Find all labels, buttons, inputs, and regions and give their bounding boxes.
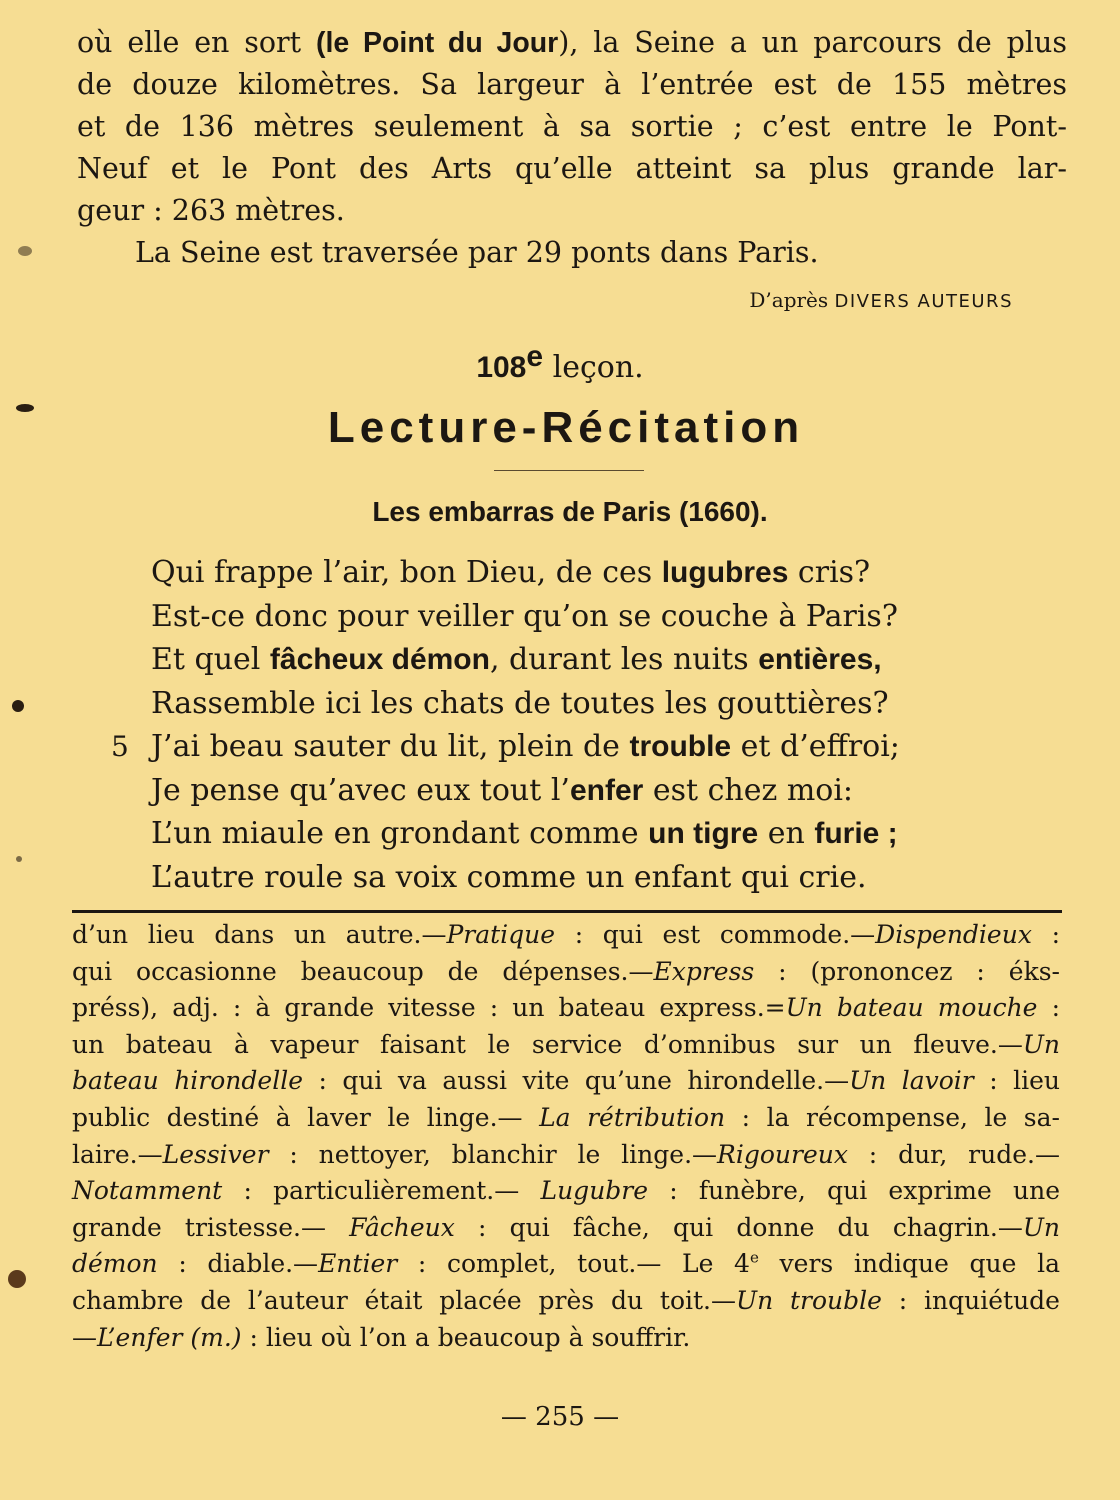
bold-term: fâcheux démon [269,643,490,676]
intro-line [77,148,1067,190]
text-run: : dur, rude.— [847,1139,1060,1169]
poem-line [151,812,900,856]
lesson-heading [0,340,1120,385]
ponts-sentence: La Seine est traversée par 29 ponts dans Paris. [135,236,819,269]
note-line [72,1137,1060,1174]
text-run: — [72,1322,97,1352]
page-number: — 255 — [500,1402,620,1432]
poem-line [151,551,900,595]
bold-term: (le Point du Jour [316,27,559,59]
margin-mark [18,246,32,256]
note-line [72,1246,1060,1283]
italic-term: L’enfer (m.) [97,1322,242,1352]
intro-line [77,106,1067,148]
note-line [72,954,1060,991]
vocabulary-notes [72,917,1060,1356]
italic-term: Rigoureux [717,1139,848,1169]
text-run: et d’effroi; [731,729,900,764]
bold-term: furie ; [814,817,898,850]
text-run: Et quel [151,642,270,677]
note-line [72,1283,1060,1320]
lesson-word: leçon. [552,350,644,385]
text-run: : [1037,993,1060,1023]
text-run: préss), adj. : à grande vitesse : un bateau express.= [72,993,786,1023]
text-run: en [758,816,815,851]
poem [111,551,900,899]
bold-term: trouble [629,730,732,763]
text-run: : funèbre, qui exprime une [648,1176,1060,1206]
italic-term: Notamment [72,1176,223,1206]
lesson-number-sup: e [526,340,544,373]
text-run: laire.— [72,1139,163,1169]
attribution-prefix: D’après [749,288,829,312]
text-run: : diable.— [157,1249,319,1279]
italic-term: Entier [318,1249,398,1279]
text-run: : lieu où l’on a beaucoup à souffrir. [241,1322,691,1352]
title-divider [494,470,644,471]
text-run: est chez moi: [643,772,854,808]
attribution [749,288,1013,312]
bold-term: entières, [758,643,882,676]
note-line [72,1063,1060,1100]
bold-term: lugubres [661,556,789,589]
text-run: : qui va aussi vite qu’une hirondelle.— [303,1066,850,1096]
margin-mark [16,856,22,862]
bold-term: enfer [569,773,644,807]
text-run: d’un lieu dans un autre.— [72,920,447,949]
italic-term: Un [1022,1029,1060,1059]
note-line [72,990,1060,1027]
text-run: Je pense qu’avec eux tout l’ [151,772,570,808]
note-line [72,1320,1060,1357]
verse-number: 5 [111,730,129,763]
text-run: Est-ce donc pour veiller qu’on se couche à Paris? [151,598,898,634]
text-run: : qui fâche, qui donne du chagrin.— [454,1212,1023,1242]
poem-line [151,638,900,682]
italic-term: Fâcheux [349,1212,455,1242]
italic-term: Lessiver [162,1139,269,1169]
italic-term: Un trouble [736,1285,882,1315]
text-run: où elle en sort [77,26,316,59]
italic-term: Un bateau mouche [785,993,1038,1023]
intro-lines [77,22,1067,232]
italic-term: Dispendieux [875,920,1032,949]
italic-term: Un lavoir [849,1066,974,1096]
text-run: cris? [788,555,871,590]
text-run: : particulièrement.— [222,1176,541,1206]
text-run: , durant les nuits [489,642,759,677]
italic-term: Express [653,956,755,986]
text-run: qui occasionne beaucoup de dépenses.— [72,956,654,986]
intro-line [77,190,1067,232]
poem-line [111,725,900,769]
text-run: L’autre roule sa voix comme un enfant qui crie. [151,859,867,895]
note-line [72,1210,1060,1247]
intro-line [77,22,1067,64]
text-run: Rassemble ici les chats de toutes les gouttières? [151,685,889,721]
note-line [72,917,1060,954]
poem-line [151,682,900,726]
text-run: ), la Seine a un parcours de plus [558,26,1067,59]
text-run: : la récompense, le sa- [725,1102,1060,1132]
text-run: : lieu [973,1066,1060,1096]
text-run: grande tristesse.— [72,1212,350,1242]
text-run: vers indique que la [758,1249,1060,1279]
text-run: de douze kilomètres. Sa largeur à l’entrée est de 155 mètres [77,68,1067,101]
note-line [72,1100,1060,1137]
text-run: : inquiétude [881,1285,1060,1315]
text-run: public destiné à laver le linge.— [72,1102,540,1132]
section-title: Lecture-Récitation [327,403,805,452]
intro-paragraph [77,22,1067,274]
italic-term: Un [1022,1212,1060,1242]
intro-line [77,64,1067,106]
lesson-number: 108 [476,351,527,384]
text-run: : complet, tout.— Le 4 [397,1249,750,1279]
text-run: et de 136 mètres seulement à sa sortie ; c’est entre le Pont- [77,110,1067,143]
margin-mark [16,404,34,412]
italic-term: La rétribution [539,1102,726,1132]
italic-term: démon [72,1249,158,1279]
text-run: Qui frappe l’air, bon Dieu, de ces [151,555,662,590]
italic-term: Pratique [446,920,556,949]
note-line [72,1173,1060,1210]
text-run: : qui est commode.— [555,920,876,949]
attribution-authors: DIVERS AUTEURS [834,291,1013,312]
poem-line [151,595,900,639]
text-run: : [1031,920,1060,949]
footnote-divider [72,910,1062,913]
text-run: geur : 263 mètres. [77,194,345,227]
text-run: J’ai beau sauter du lit, plein de [151,729,630,764]
text-run: Neuf et le Pont des Arts qu’elle atteint sa plus grande lar- [77,152,1067,185]
poem-line [151,769,900,813]
bold-term: un tigre [648,817,759,850]
superscript: e [749,1249,759,1268]
margin-mark [8,1270,26,1288]
text-run: L’un miaule en grondant comme [151,816,649,851]
italic-term: bateau hirondelle [72,1066,303,1096]
text-run: chambre de l’auteur était placée près du toit.— [72,1285,736,1315]
margin-mark [12,700,24,712]
text-run: : (prononcez : éks- [754,956,1060,986]
poem-line [151,856,900,900]
text-run: un bateau à vapeur faisant le service d’omnibus sur un fleuve.— [72,1029,1023,1059]
poem-title: Les embarras de Paris (1660). [372,496,768,527]
text-run: : nettoyer, blanchir le linge.— [268,1139,718,1169]
note-line [72,1027,1060,1064]
italic-term: Lugubre [540,1176,649,1206]
